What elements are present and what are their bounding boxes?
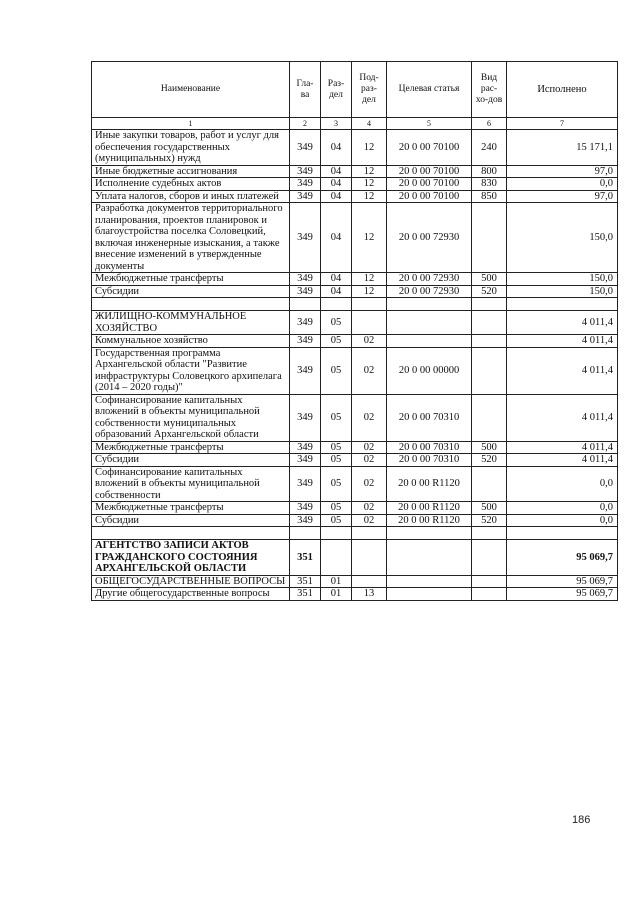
row-name: Иные закупки товаров, работ и услуг для обеспечения государственных (муниципальных) нужд — [92, 130, 290, 166]
row-name: Софинансирование капитальных вложений в объекты муниципальной собственности муниципальных образований Архангельской области — [92, 394, 290, 441]
row-expense-type: 500 — [472, 441, 507, 454]
header-executed: Исполнено — [507, 62, 618, 118]
row-amount: 0,0 — [507, 466, 618, 502]
row-amount: 150,0 — [507, 273, 618, 286]
table-body — [92, 130, 618, 601]
empty-cell — [352, 298, 387, 311]
row-expense-type: 830 — [472, 178, 507, 191]
table-header-row — [92, 62, 618, 118]
empty-cell — [352, 527, 387, 540]
row-target-article — [387, 335, 472, 348]
column-number: 3 — [321, 118, 352, 130]
table-row — [92, 540, 618, 576]
row-name: Межбюджетные трансферты — [92, 502, 290, 515]
row-podrazdel: 12 — [352, 178, 387, 191]
row-amount: 95 069,7 — [507, 540, 618, 576]
row-amount: 97,0 — [507, 190, 618, 203]
row-expense-type — [472, 575, 507, 588]
row-glava: 351 — [290, 575, 321, 588]
row-glava: 351 — [290, 540, 321, 576]
row-glava: 349 — [290, 165, 321, 178]
column-number: 7 — [507, 118, 618, 130]
table-row — [92, 588, 618, 601]
row-expense-type: 520 — [472, 454, 507, 467]
row-target-article: 20 0 00 R1120 — [387, 466, 472, 502]
row-razdel: 04 — [321, 130, 352, 166]
table-row — [92, 165, 618, 178]
row-glava: 349 — [290, 203, 321, 273]
row-expense-type: 500 — [472, 502, 507, 515]
row-amount: 0,0 — [507, 178, 618, 191]
row-podrazdel: 02 — [352, 514, 387, 527]
row-razdel: 05 — [321, 441, 352, 454]
empty-cell — [321, 298, 352, 311]
row-name: Межбюджетные трансферты — [92, 273, 290, 286]
row-razdel: 04 — [321, 203, 352, 273]
row-glava: 349 — [290, 130, 321, 166]
row-expense-type: 520 — [472, 514, 507, 527]
row-podrazdel — [352, 575, 387, 588]
row-razdel: 04 — [321, 165, 352, 178]
column-number: 1 — [92, 118, 290, 130]
row-glava: 349 — [290, 335, 321, 348]
empty-cell — [507, 527, 618, 540]
row-amount: 150,0 — [507, 285, 618, 298]
row-target-article — [387, 588, 472, 601]
table-row — [92, 502, 618, 515]
row-glava: 349 — [290, 347, 321, 394]
row-expense-type — [472, 347, 507, 394]
empty-cell — [290, 298, 321, 311]
row-amount: 4 011,4 — [507, 335, 618, 348]
row-target-article: 20 0 00 72930 — [387, 203, 472, 273]
row-glava: 349 — [290, 394, 321, 441]
row-expense-type: 800 — [472, 165, 507, 178]
row-glava: 349 — [290, 285, 321, 298]
row-name: Коммунальное хозяйство — [92, 335, 290, 348]
table-row — [92, 514, 618, 527]
row-razdel: 04 — [321, 273, 352, 286]
header-target-article: Целевая статья — [387, 62, 472, 118]
row-target-article: 20 0 00 00000 — [387, 347, 472, 394]
row-podrazdel — [352, 311, 387, 335]
row-target-article — [387, 311, 472, 335]
empty-cell — [387, 298, 472, 311]
row-name: Софинансирование капитальных вложений в объекты муниципальной собственности — [92, 466, 290, 502]
header-name: Наименование — [92, 62, 290, 118]
row-name: ОБЩЕГОСУДАРСТВЕННЫЕ ВОПРОСЫ — [92, 575, 290, 588]
table-row — [92, 178, 618, 191]
row-glava: 349 — [290, 466, 321, 502]
empty-cell — [472, 527, 507, 540]
table-row — [92, 273, 618, 286]
table-row — [92, 347, 618, 394]
empty-cell — [290, 527, 321, 540]
budget-execution-table — [91, 61, 618, 601]
row-expense-type — [472, 335, 507, 348]
row-razdel: 01 — [321, 588, 352, 601]
column-number-row — [92, 118, 618, 130]
empty-cell — [92, 298, 290, 311]
row-glava: 349 — [290, 273, 321, 286]
row-expense-type — [472, 203, 507, 273]
header-podrazdel: Под-раз-дел — [352, 62, 387, 118]
row-razdel: 05 — [321, 311, 352, 335]
row-podrazdel: 02 — [352, 502, 387, 515]
row-razdel: 05 — [321, 347, 352, 394]
table-row — [92, 394, 618, 441]
row-amount: 4 011,4 — [507, 394, 618, 441]
empty-cell — [92, 527, 290, 540]
row-name: Исполнение судебных актов — [92, 178, 290, 191]
row-target-article — [387, 540, 472, 576]
row-amount: 0,0 — [507, 502, 618, 515]
table-spacer-row — [92, 527, 618, 540]
row-amount: 95 069,7 — [507, 575, 618, 588]
table-row — [92, 203, 618, 273]
table-row — [92, 190, 618, 203]
table-row — [92, 454, 618, 467]
row-podrazdel: 12 — [352, 285, 387, 298]
row-target-article: 20 0 00 72930 — [387, 285, 472, 298]
row-amount: 4 011,4 — [507, 441, 618, 454]
row-podrazdel: 12 — [352, 165, 387, 178]
row-razdel: 05 — [321, 335, 352, 348]
row-glava: 349 — [290, 441, 321, 454]
header-glava: Гла-ва — [290, 62, 321, 118]
column-number: 5 — [387, 118, 472, 130]
table-row — [92, 311, 618, 335]
table-row — [92, 466, 618, 502]
row-target-article: 20 0 00 R1120 — [387, 514, 472, 527]
row-podrazdel: 02 — [352, 347, 387, 394]
row-amount: 150,0 — [507, 203, 618, 273]
page-number: 186 — [572, 814, 591, 826]
header-razdel: Раз-дел — [321, 62, 352, 118]
row-razdel: 04 — [321, 285, 352, 298]
row-name: Иные бюджетные ассигнования — [92, 165, 290, 178]
row-glava: 349 — [290, 311, 321, 335]
empty-cell — [387, 527, 472, 540]
row-podrazdel: 12 — [352, 190, 387, 203]
row-target-article: 20 0 00 R1120 — [387, 502, 472, 515]
row-expense-type: 850 — [472, 190, 507, 203]
row-amount: 15 171,1 — [507, 130, 618, 166]
row-name: Субсидии — [92, 514, 290, 527]
row-razdel: 05 — [321, 502, 352, 515]
row-podrazdel: 12 — [352, 130, 387, 166]
row-name: Субсидии — [92, 285, 290, 298]
row-glava: 349 — [290, 454, 321, 467]
row-amount: 95 069,7 — [507, 588, 618, 601]
row-podrazdel — [352, 540, 387, 576]
row-podrazdel: 13 — [352, 588, 387, 601]
row-glava: 349 — [290, 514, 321, 527]
row-expense-type — [472, 311, 507, 335]
empty-cell — [507, 298, 618, 311]
column-number: 6 — [472, 118, 507, 130]
row-target-article — [387, 575, 472, 588]
row-podrazdel: 02 — [352, 441, 387, 454]
row-podrazdel: 02 — [352, 394, 387, 441]
empty-cell — [321, 527, 352, 540]
row-expense-type: 240 — [472, 130, 507, 166]
row-name: АГЕНТСТВО ЗАПИСИ АКТОВ ГРАЖДАНСКОГО СОСТОЯНИЯ АРХАНГЕЛЬСКОЙ ОБЛАСТИ — [92, 540, 290, 576]
row-expense-type — [472, 540, 507, 576]
column-number: 4 — [352, 118, 387, 130]
row-target-article: 20 0 00 70100 — [387, 190, 472, 203]
row-target-article: 20 0 00 70100 — [387, 165, 472, 178]
row-razdel: 04 — [321, 178, 352, 191]
row-target-article: 20 0 00 70100 — [387, 130, 472, 166]
row-amount: 4 011,4 — [507, 311, 618, 335]
row-razdel: 05 — [321, 394, 352, 441]
row-glava: 349 — [290, 190, 321, 203]
row-razdel: 05 — [321, 454, 352, 467]
row-name: Межбюджетные трансферты — [92, 441, 290, 454]
row-name: Субсидии — [92, 454, 290, 467]
table-spacer-row — [92, 298, 618, 311]
table-row — [92, 575, 618, 588]
row-podrazdel: 12 — [352, 273, 387, 286]
row-name: ЖИЛИЩНО-КОММУНАЛЬНОЕ ХОЗЯЙСТВО — [92, 311, 290, 335]
row-amount: 97,0 — [507, 165, 618, 178]
row-expense-type — [472, 588, 507, 601]
column-number: 2 — [290, 118, 321, 130]
row-name: Разработка документов территориального планирования, проектов планировок и благоустройства поселка Соловецкий, включая инженерные изыскания, а также внесение изменений в утвержденные документы — [92, 203, 290, 273]
row-glava: 351 — [290, 588, 321, 601]
table-row — [92, 441, 618, 454]
row-razdel: 05 — [321, 466, 352, 502]
table-row — [92, 130, 618, 166]
row-target-article: 20 0 00 70100 — [387, 178, 472, 191]
table-row — [92, 335, 618, 348]
table-row — [92, 285, 618, 298]
row-expense-type: 500 — [472, 273, 507, 286]
row-glava: 349 — [290, 178, 321, 191]
row-amount: 0,0 — [507, 514, 618, 527]
row-name: Государственная программа Архангельской области "Развитие инфраструктуры Соловецкого архипелага (2014 – 2020 годы)" — [92, 347, 290, 394]
row-target-article: 20 0 00 70310 — [387, 454, 472, 467]
row-razdel: 01 — [321, 575, 352, 588]
row-amount: 4 011,4 — [507, 347, 618, 394]
row-target-article: 20 0 00 72930 — [387, 273, 472, 286]
row-expense-type — [472, 394, 507, 441]
header-expense-type: Вид рас-хо-дов — [472, 62, 507, 118]
row-target-article: 20 0 00 70310 — [387, 394, 472, 441]
row-expense-type — [472, 466, 507, 502]
row-name: Уплата налогов, сборов и иных платежей — [92, 190, 290, 203]
row-razdel: 05 — [321, 514, 352, 527]
empty-cell — [472, 298, 507, 311]
row-target-article: 20 0 00 70310 — [387, 441, 472, 454]
row-podrazdel: 02 — [352, 454, 387, 467]
row-glava: 349 — [290, 502, 321, 515]
row-name: Другие общегосударственные вопросы — [92, 588, 290, 601]
row-razdel: 04 — [321, 190, 352, 203]
row-razdel — [321, 540, 352, 576]
row-expense-type: 520 — [472, 285, 507, 298]
row-podrazdel: 02 — [352, 466, 387, 502]
row-podrazdel: 02 — [352, 335, 387, 348]
row-amount: 4 011,4 — [507, 454, 618, 467]
row-podrazdel: 12 — [352, 203, 387, 273]
